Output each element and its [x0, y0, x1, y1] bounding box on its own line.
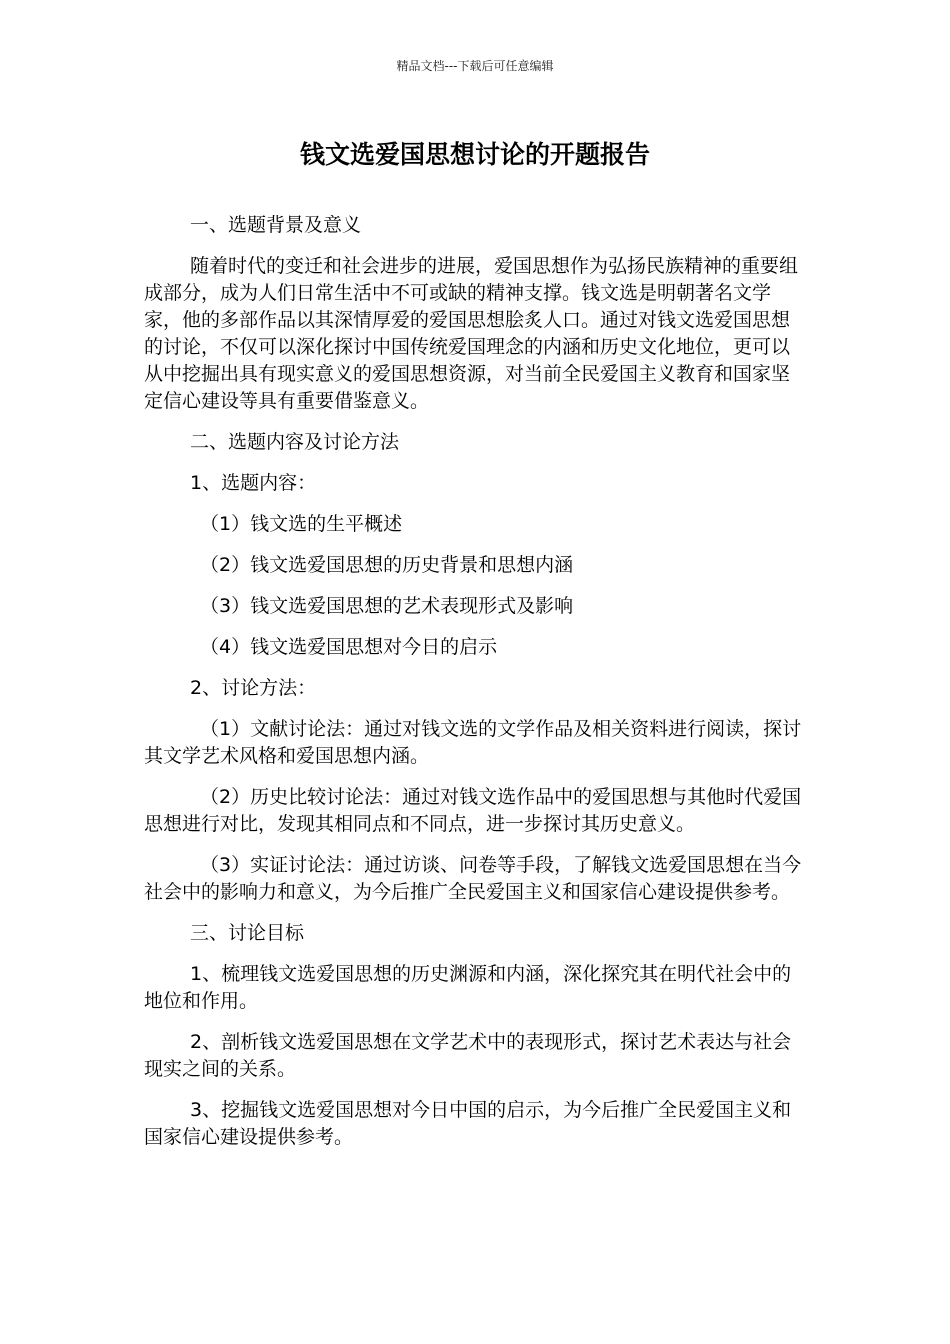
- content-item: （4）钱文选爱国思想对今日的启示: [200, 636, 498, 658]
- goal-item: 2、剖析钱文选爱国思想在文学艺术中的表现形式，探讨艺术表达与社会现实之间的关系。: [144, 1031, 792, 1080]
- background-paragraph: 随着时代的变迁和社会进步的进展，爱国思想作为弘扬民族精神的重要组成部分，成为人们日常生活中不可或缺的精神支撑。钱文选是明朝著名文学家，他的多部作品以其深情厚爱的爱国思想脍炙人口。通过对钱文选爱国思想的讨论，不仅可以深化探讨中国传统爱国理念的内涵和历史文化地位，更可以从中挖掘出具有现实意义的爱国思想资源，对当前全民爱国主义教育和国家坚定信心建设等具有重要借鉴意义。: [144, 255, 799, 412]
- content-item: （2）钱文选爱国思想的历史背景和思想内涵: [200, 554, 574, 576]
- header-note: 精品文档---下载后可任意编辑: [396, 59, 554, 73]
- section-heading-content-method: 二、选题内容及讨论方法: [190, 431, 400, 453]
- goal-item: 1、梳理钱文选爱国思想的历史渊源和内涵，深化探究其在明代社会中的地位和作用。: [144, 963, 792, 1012]
- document-title: 钱文选爱国思想讨论的开题报告: [299, 140, 650, 169]
- method-item: （1）文献讨论法：通过对钱文选的文学作品及相关资料进行阅读，探讨其文学艺术风格和爱国思想内涵。: [144, 718, 802, 767]
- content-item: （3）钱文选爱国思想的艺术表现形式及影响: [200, 595, 574, 617]
- goal-item: 3、挖掘钱文选爱国思想对今日中国的启示，为今后推广全民爱国主义和国家信心建设提供参考。: [144, 1099, 792, 1148]
- method-item: （2）历史比较讨论法：通过对钱文选作品中的爱国思想与其他时代爱国思想进行对比，发现其相同点和不同点，进一步探讨其历史意义。: [144, 786, 802, 835]
- method-item: （3）实证讨论法：通过访谈、问卷等手段，了解钱文选爱国思想在当今社会中的影响力和意义，为今后推广全民爱国主义和国家信心建设提供参考。: [144, 854, 802, 903]
- subheading-topic-content: 1、选题内容：: [190, 472, 317, 494]
- section-heading-background: 一、选题背景及意义: [190, 214, 362, 236]
- subheading-methods: 2、讨论方法：: [190, 677, 317, 699]
- content-item: （1）钱文选的生平概述: [200, 513, 403, 535]
- section-heading-goals: 三、讨论目标: [190, 922, 305, 944]
- document-body: [144, 212, 808, 1165]
